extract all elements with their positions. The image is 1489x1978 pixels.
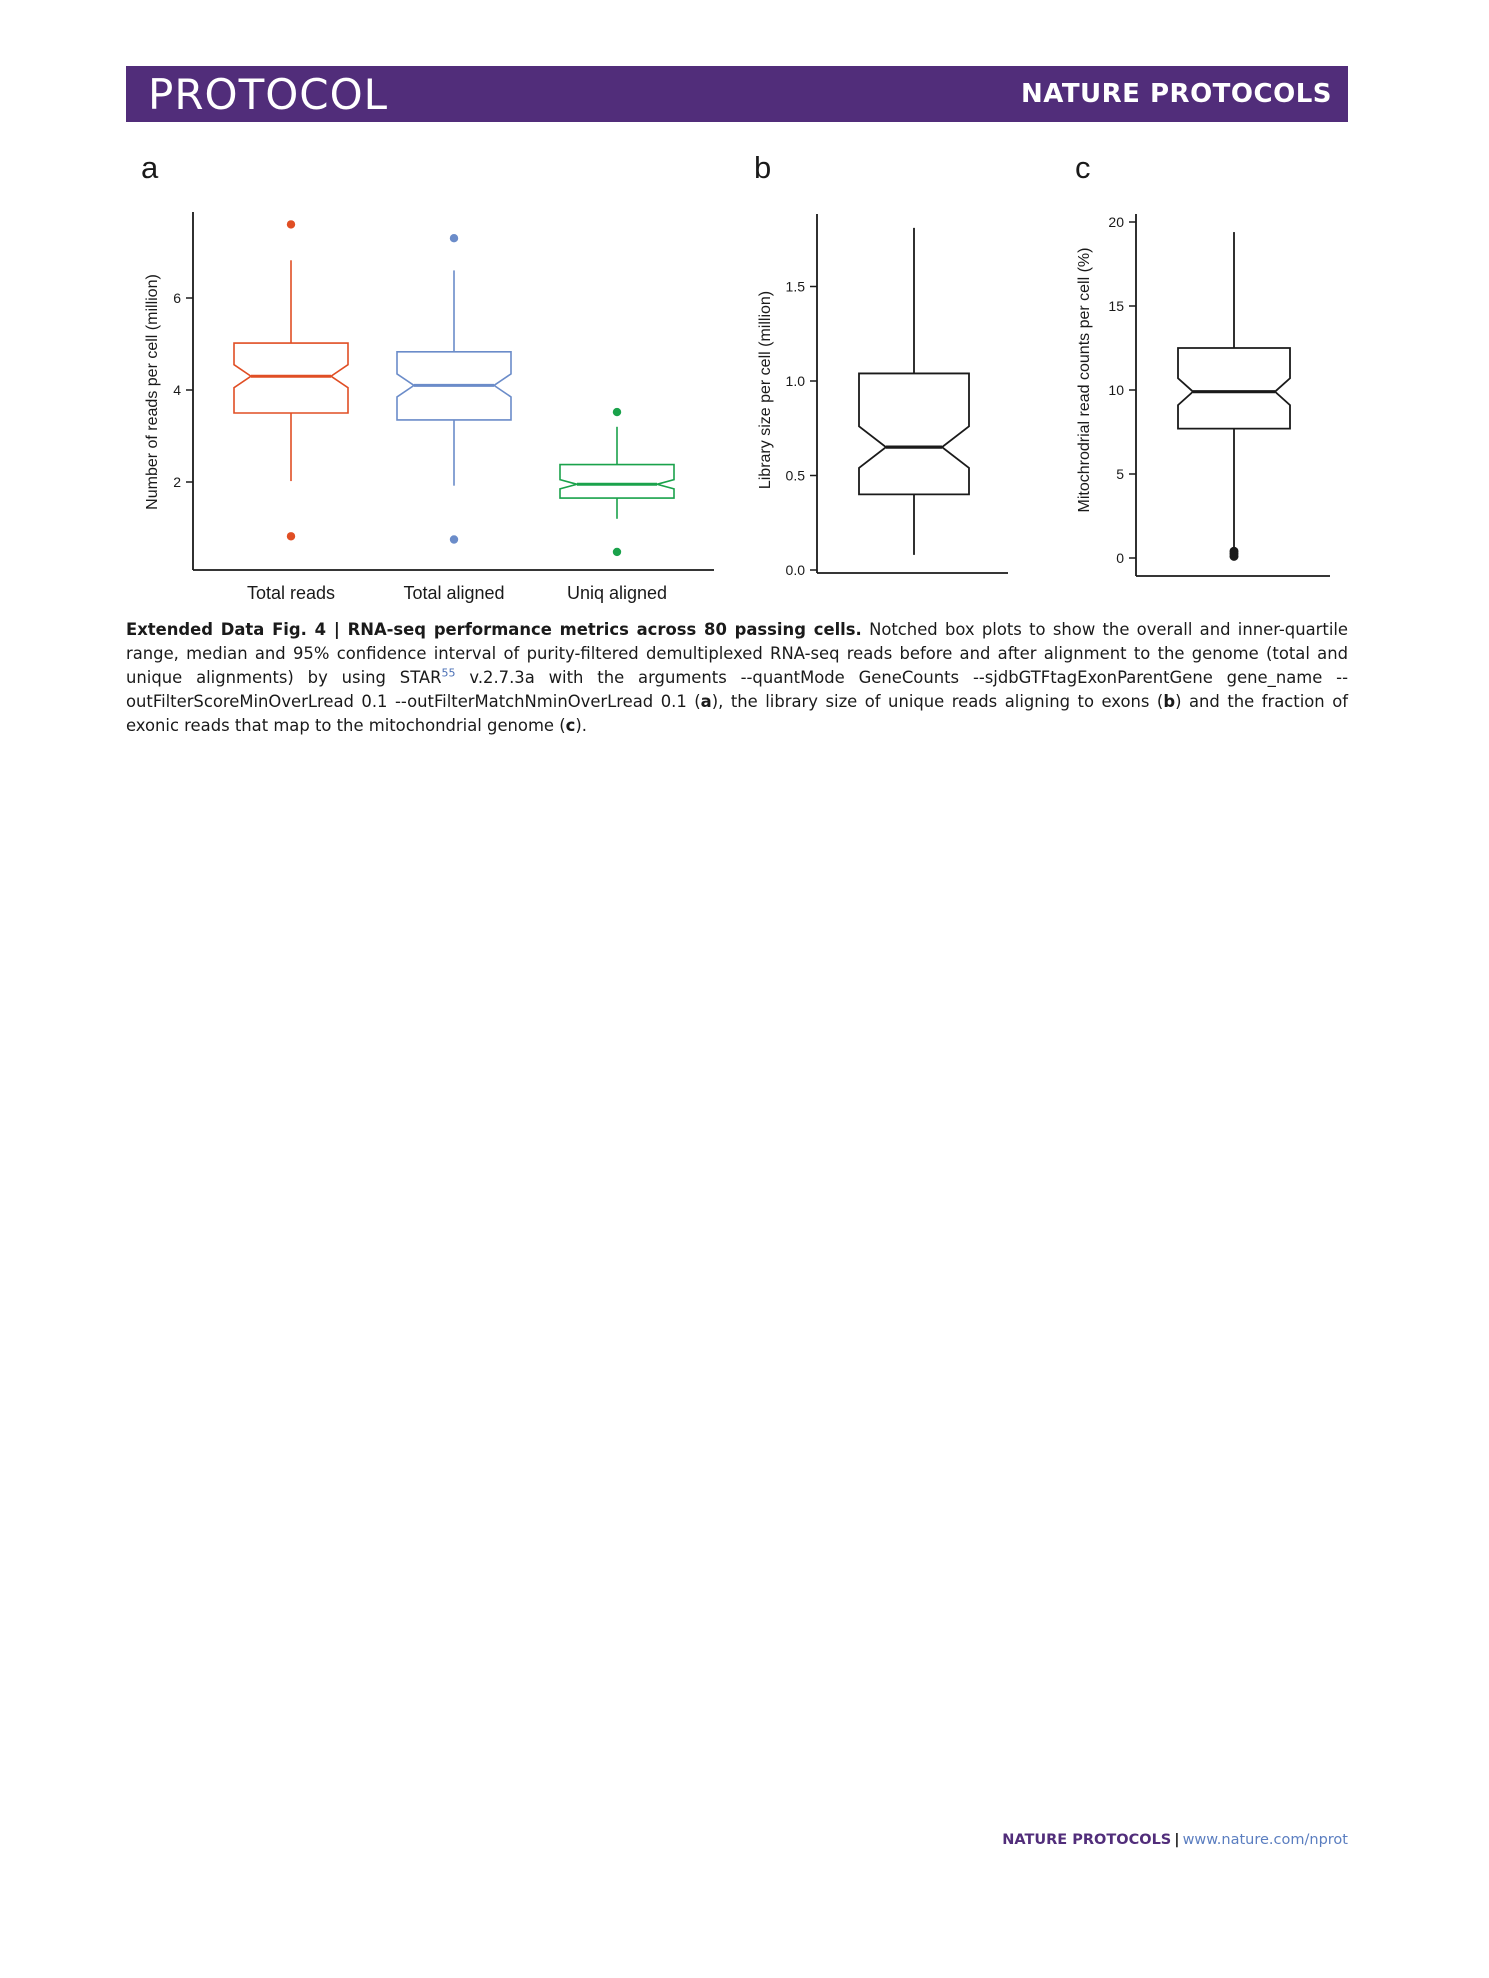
caption-text-3: ), the library size of unique reads aligning to exons ( [711, 692, 1164, 711]
box-notched [1178, 348, 1290, 429]
y-axis-label: Number of reads per cell (million) [144, 274, 161, 510]
y-tick-label: 5 [1116, 466, 1124, 482]
x-category-label: Total aligned [403, 583, 505, 603]
y-tick-label: 4 [173, 382, 181, 398]
y-tick-label: 6 [173, 290, 181, 306]
y-tick-label: 10 [1108, 382, 1124, 398]
y-axis-label: Mitochrodrial read counts per cell (%) [1076, 247, 1093, 513]
caption-text-5: ). [575, 716, 587, 735]
caption-text-4: ) and the fraction of exonic reads that map to the mitochondrial genome ( [126, 692, 1348, 735]
caption-text-1: Notched box plots to show the overall and inner-quartile range, median and 95% confidence interval of purity-filtered demultiplexed RNA-seq reads before and after alignment to the genome (total and unique alignments) by using STAR [126, 620, 1349, 687]
caption-ref-b: b [1163, 692, 1176, 711]
panel-letter-c: c [1075, 150, 1091, 185]
chart-c [0, 0, 1489, 620]
y-tick-label: 20 [1108, 214, 1124, 230]
y-axis-label: Library size per cell (million) [757, 290, 774, 490]
footer-separator: | [1174, 1832, 1180, 1848]
box-outlier [1230, 547, 1239, 556]
section-label: PROTOCOL [148, 70, 389, 119]
panel-letter-b: b [754, 150, 772, 185]
caption-ref-a: a [700, 692, 712, 711]
y-tick-label: 1.5 [785, 278, 805, 295]
x-category-label: Uniq aligned [566, 583, 668, 603]
figure-caption [126, 618, 1348, 738]
y-tick-label: 0 [1116, 550, 1124, 566]
y-tick-label: 1.0 [785, 373, 805, 389]
caption-ref-c: c [565, 716, 576, 735]
journal-name: NATURE PROTOCOLS [1020, 79, 1332, 109]
panel-letter-a: a [141, 150, 159, 185]
footer [1002, 1832, 1348, 1848]
y-tick-label: 15 [1108, 298, 1124, 314]
caption-text-2: v.2.7.3a with the arguments --quantMode GeneCounts --sjdbGTFtagExonParentGene gene_name --outFilterScoreMinOverLread 0.1 --outFilterMatchNminOverLread 0.1 ( [126, 668, 1348, 711]
y-tick-label: 0.5 [785, 467, 805, 484]
footer-url[interactable]: www.nature.com/nprot [1182, 1832, 1348, 1848]
footer-journal: NATURE PROTOCOLS [1002, 1832, 1172, 1848]
x-category-label: Total reads [246, 583, 336, 603]
y-tick-label: 2 [173, 474, 181, 490]
y-tick-label: 0.0 [785, 562, 805, 578]
caption-reference[interactable]: 55 [441, 666, 456, 680]
caption-title: Extended Data Fig. 4 | RNA-seq performance metrics across 80 passing cells. [126, 620, 862, 639]
